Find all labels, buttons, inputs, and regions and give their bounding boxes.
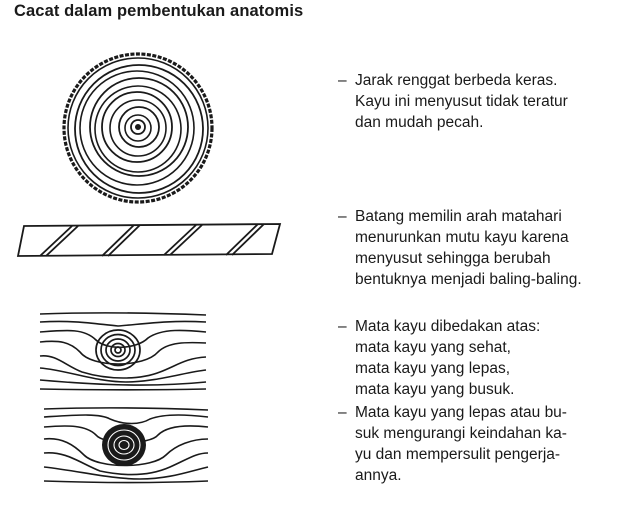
bullet-dash: – — [338, 72, 347, 89]
description-line: suk mengurangi keindahan ka- — [355, 425, 567, 442]
description-line: mata kayu yang sehat, — [355, 339, 511, 356]
description-line: Mata kayu dibedakan atas: — [355, 318, 541, 335]
description-line: Mata kayu yang lepas atau bu- — [355, 404, 567, 421]
description-line: yu dan mempersulit pengerja- — [355, 446, 561, 463]
wood-knot-illustration — [36, 310, 208, 392]
description-line: Kayu ini menyusut tidak teratur — [355, 93, 568, 110]
description-line: annya. — [355, 467, 402, 484]
description-line: dan mudah pecah. — [355, 114, 484, 131]
loose-knot-illustration — [40, 405, 212, 485]
description-line: bentuknya menjadi baling-baling. — [355, 271, 582, 288]
description-line: mata kayu yang lepas, — [355, 360, 511, 377]
description-line: Batang memilin arah matahari — [355, 208, 562, 225]
description-line: mata kayu yang busuk. — [355, 381, 515, 398]
twisted-trunk-illustration — [10, 218, 290, 260]
description-item — [338, 206, 582, 290]
description-line: Jarak renggat berbeda keras. — [355, 72, 558, 89]
bullet-dash: – — [338, 318, 347, 335]
description-line: menurunkan mutu kayu karena — [355, 229, 569, 246]
page-title: Cacat dalam pembentukan anatomis — [14, 2, 304, 20]
bullet-dash: – — [338, 208, 347, 225]
log-cross-section-illustration — [58, 48, 218, 208]
bullet-dash: – — [338, 404, 347, 421]
description-item — [338, 316, 540, 400]
description-item — [338, 70, 568, 133]
description-line: menyusut sehingga berubah — [355, 250, 551, 267]
description-item — [338, 402, 567, 486]
